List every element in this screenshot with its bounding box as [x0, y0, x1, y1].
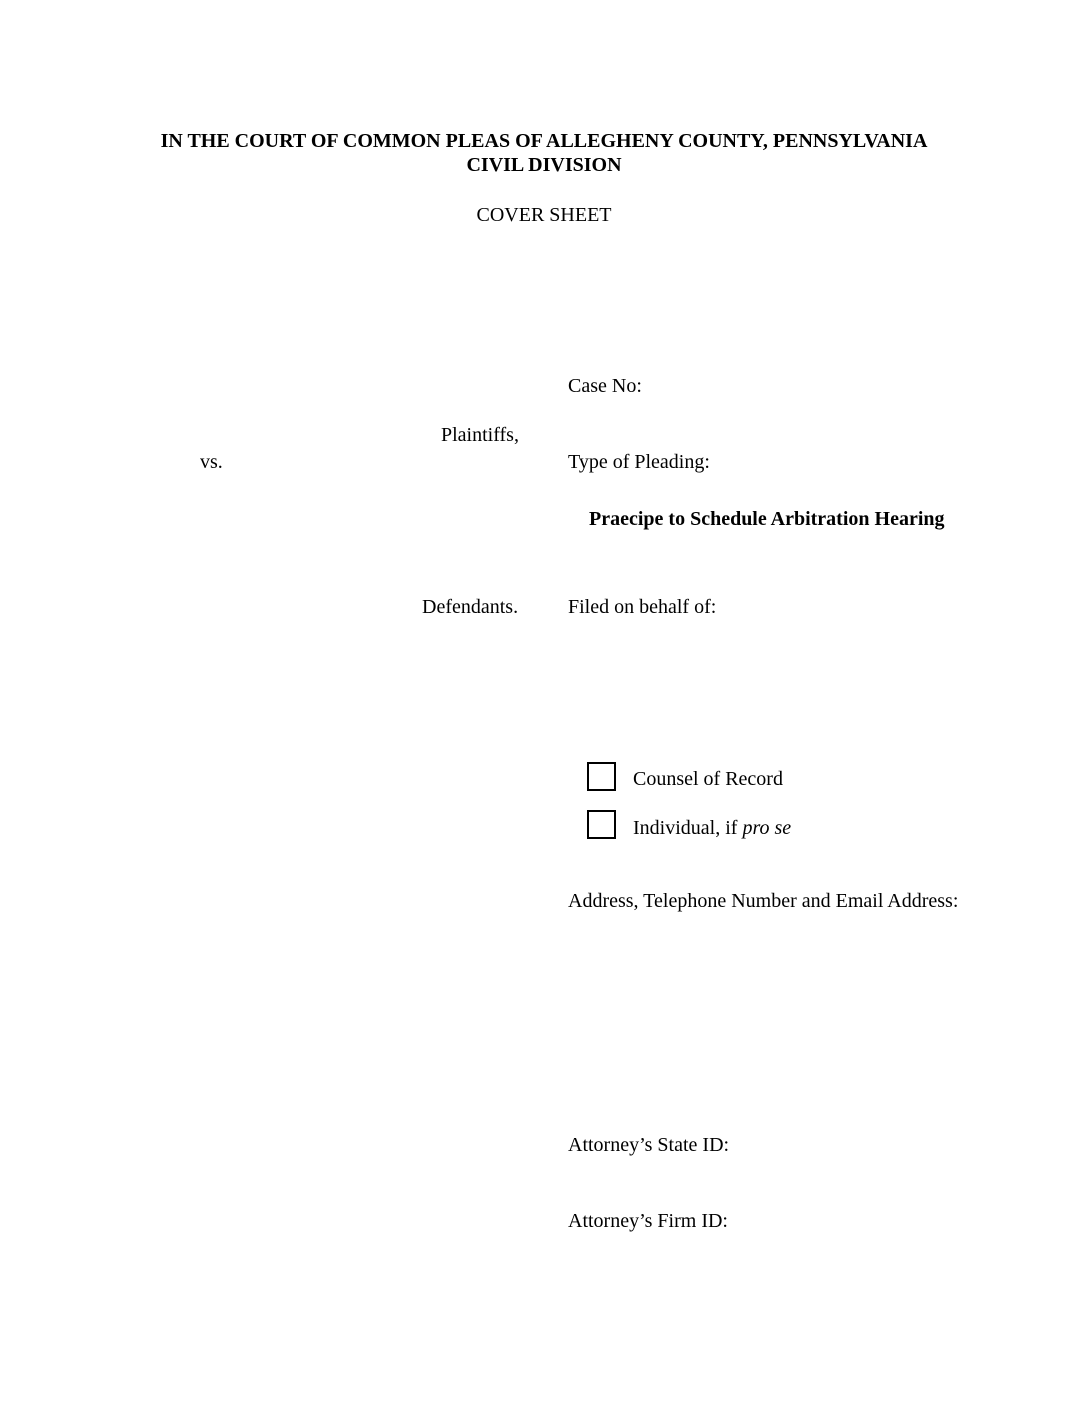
individual-pro-se-label [633, 816, 791, 840]
counsel-of-record-label: Counsel of Record [633, 768, 783, 790]
state-id-label: Attorney’s State ID: [568, 1134, 730, 1156]
case-no-label: Case No: [568, 375, 642, 397]
pleading-title: Praecipe to Schedule Arbitration Hearing [589, 508, 945, 530]
address-label: Address, Telephone Number and Email Address: [568, 890, 959, 912]
individual-prefix-text: Individual, if [633, 817, 743, 839]
defendants-label: Defendants. [422, 596, 519, 618]
pro-se-text: pro se [742, 817, 792, 839]
counsel-of-record-checkbox[interactable] [587, 762, 616, 791]
cover-sheet-title: COVER SHEET [476, 204, 612, 226]
filed-on-behalf-label: Filed on behalf of: [568, 596, 717, 618]
type-of-pleading-label: Type of Pleading: [568, 451, 710, 473]
versus-label: vs. [200, 451, 223, 473]
court-heading: IN THE COURT OF COMMON PLEAS OF ALLEGHENY COUNTY, PENNSYLVANIA [160, 130, 928, 152]
individual-pro-se-checkbox[interactable] [587, 810, 616, 839]
firm-id-label: Attorney’s Firm ID: [568, 1210, 728, 1232]
plaintiffs-label: Plaintiffs, [441, 424, 519, 446]
division-heading: CIVIL DIVISION [466, 154, 622, 176]
